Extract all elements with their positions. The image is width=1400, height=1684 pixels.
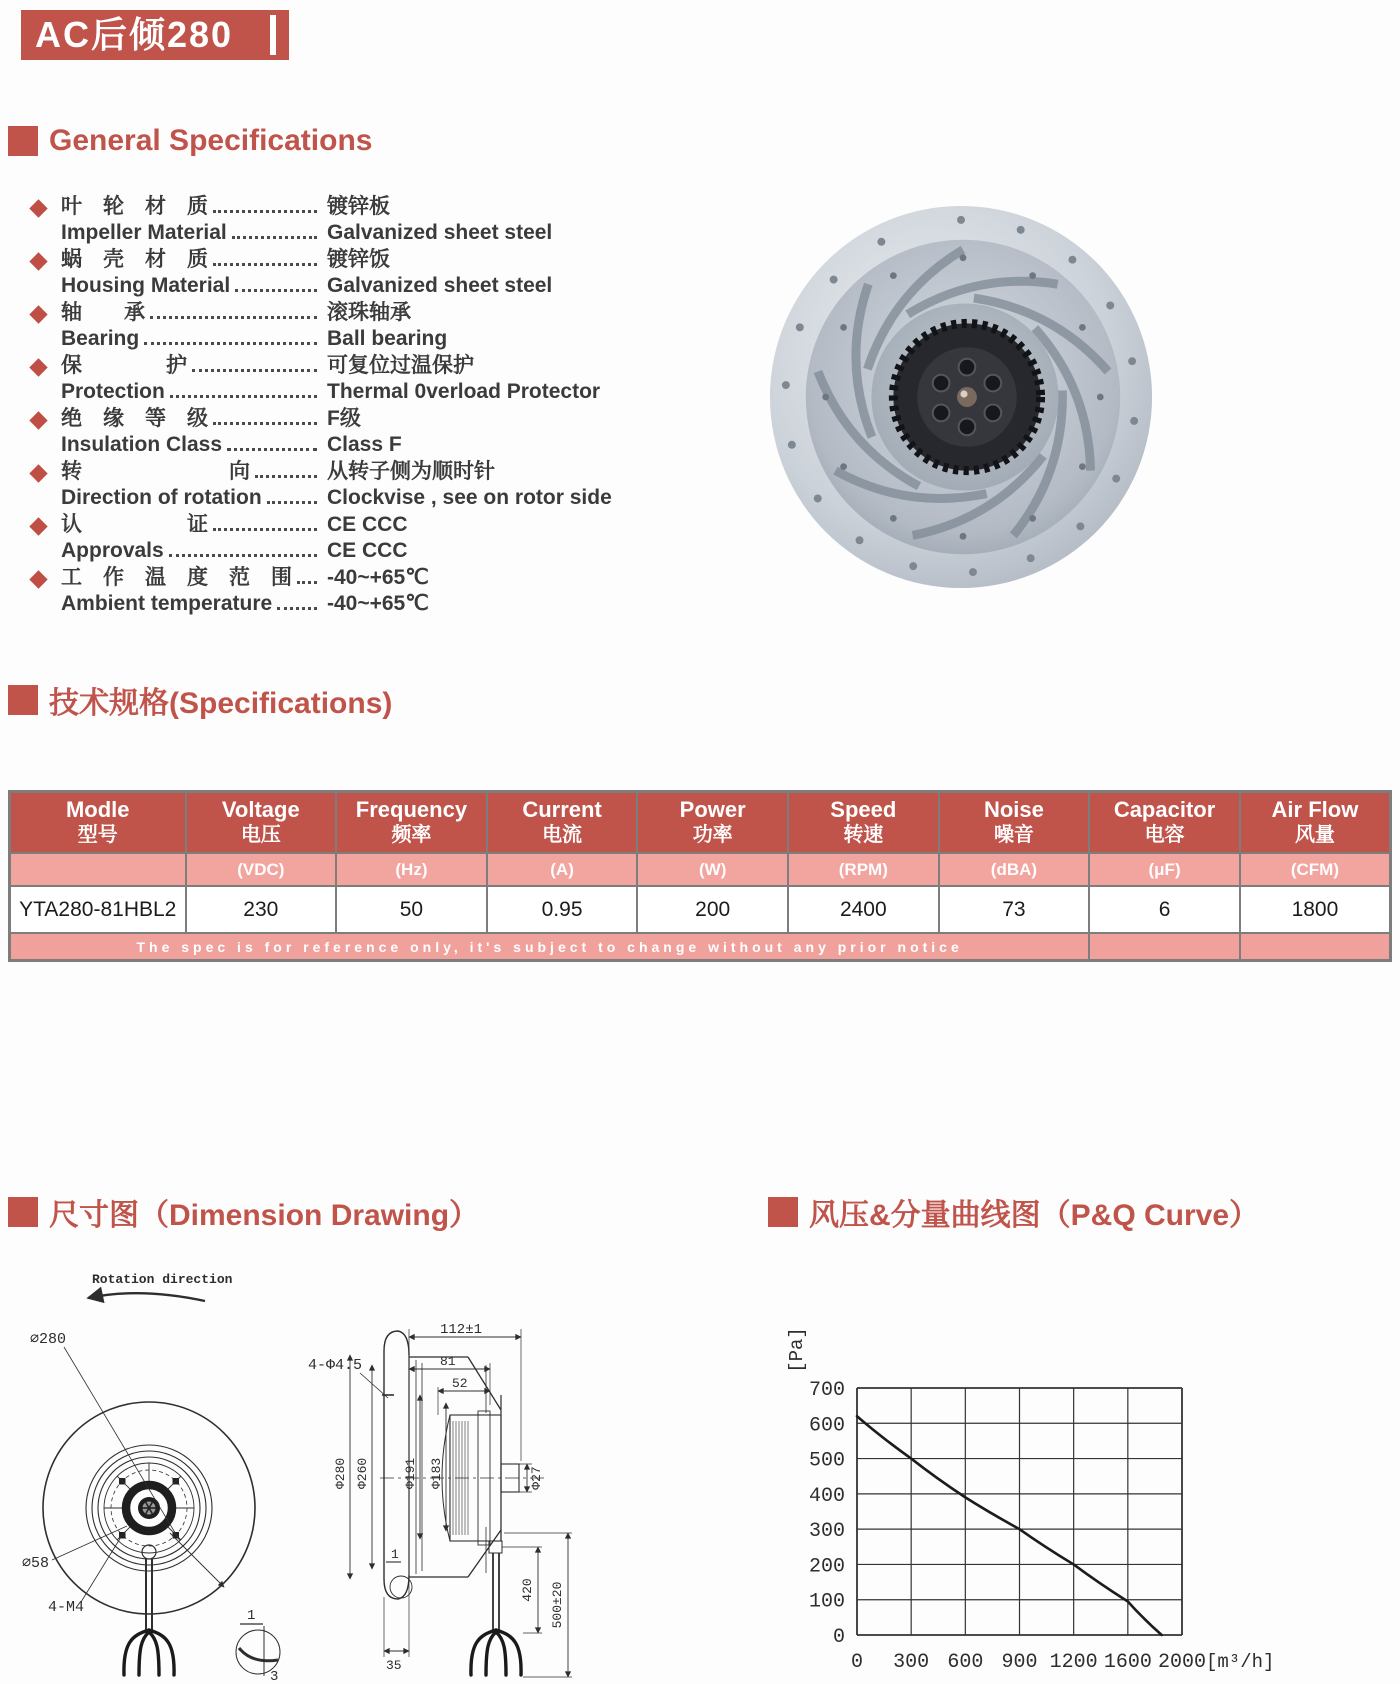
y-tick-label: 700 bbox=[808, 1379, 845, 1402]
dotted-leader bbox=[227, 448, 317, 451]
dim-wire500: 500±20 bbox=[550, 1581, 565, 1629]
rotation-arrow bbox=[88, 1293, 205, 1301]
section-general-specifications bbox=[8, 124, 372, 158]
spec-value-zh: CE CCC bbox=[327, 513, 408, 536]
dim-depth: 112±1 bbox=[440, 1322, 483, 1338]
spec-value-zh: -40~+65℃ bbox=[327, 566, 429, 589]
x-tick-label: 900 bbox=[1001, 1651, 1038, 1674]
dotted-leader bbox=[144, 342, 317, 345]
dotted-leader bbox=[277, 607, 317, 610]
side-connector-fork bbox=[471, 1630, 521, 1675]
section-title: 技术规格(Specifications) bbox=[49, 687, 393, 720]
rotation-direction-label: Rotation direction bbox=[92, 1272, 233, 1287]
unit-cell: (Hz) bbox=[336, 853, 487, 886]
y-tick-label: 300 bbox=[808, 1520, 845, 1544]
spec-label-en: Bearing bbox=[61, 327, 140, 350]
spec-item bbox=[30, 300, 655, 352]
dotted-leader bbox=[267, 501, 317, 504]
spec-line-en bbox=[61, 273, 655, 299]
column-header: Power 功率 bbox=[637, 792, 788, 854]
spec-line-en bbox=[61, 591, 655, 617]
spec-value-zh: 镀锌饭 bbox=[327, 248, 390, 271]
x-tick-label: 1200 bbox=[1049, 1651, 1098, 1674]
x-tick-label: 2000 bbox=[1157, 1651, 1207, 1674]
x-tick-label: 300 bbox=[893, 1651, 930, 1674]
spec-value-en: Ball bearing bbox=[327, 327, 448, 350]
column-header: Speed 转速 bbox=[788, 792, 939, 854]
section-square-icon bbox=[8, 1197, 38, 1227]
general-specs-list bbox=[30, 194, 655, 618]
value-cell: YTA280-81HBL2 bbox=[10, 886, 186, 933]
spec-line-en bbox=[61, 432, 655, 458]
column-header: Noise 噪音 bbox=[939, 792, 1090, 854]
diamond-bullet-icon bbox=[29, 358, 47, 376]
spec-value-zh: 可复位过温保护 bbox=[327, 354, 474, 377]
diamond-bullet-icon bbox=[29, 570, 47, 588]
unit-cell: (μF) bbox=[1089, 853, 1240, 886]
spec-value-en: Galvanized sheet steel bbox=[327, 274, 553, 297]
spec-item bbox=[30, 459, 655, 511]
spec-value-zh: 滚珠轴承 bbox=[327, 301, 411, 324]
spec-line-zh bbox=[61, 512, 655, 538]
spec-line-zh bbox=[61, 194, 655, 220]
front-connector-fork bbox=[124, 1630, 174, 1675]
spec-value-zh: 镀锌板 bbox=[327, 195, 390, 218]
badge-notch bbox=[270, 15, 276, 55]
unit-cell: (CFM) bbox=[1240, 853, 1391, 886]
unit-cell: (A) bbox=[487, 853, 638, 886]
spec-value-en: -40~+65℃ bbox=[327, 592, 429, 615]
y-tick-label: 500 bbox=[808, 1449, 845, 1473]
spec-line-zh bbox=[61, 247, 655, 273]
x-tick-label: 1600 bbox=[1103, 1651, 1152, 1674]
column-header: Modle 型号 bbox=[10, 792, 186, 854]
y-tick-label: 100 bbox=[808, 1590, 845, 1614]
side-detail-ref: 1 bbox=[391, 1547, 399, 1562]
value-cell: 200 bbox=[637, 886, 788, 933]
spec-line-zh bbox=[61, 406, 655, 432]
section-square-icon bbox=[8, 126, 38, 156]
dotted-leader bbox=[213, 210, 317, 213]
diamond-bullet-icon bbox=[29, 252, 47, 270]
spec-item bbox=[30, 247, 655, 299]
dim-dia27: Φ27 bbox=[529, 1466, 544, 1490]
spec-table-values-row bbox=[10, 886, 1391, 933]
spec-label-zh: 转 向 bbox=[61, 460, 250, 483]
diamond-bullet-icon bbox=[29, 411, 47, 429]
spec-label-zh: 叶 轮 材 质 bbox=[61, 195, 208, 218]
diamond-bullet-icon bbox=[29, 517, 47, 535]
front-dia-outer-label: ∅280 bbox=[30, 1331, 67, 1348]
shaft-highlight bbox=[960, 390, 967, 397]
spec-label-en: Direction of rotation bbox=[61, 486, 262, 509]
spec-line-en bbox=[61, 220, 655, 246]
spec-value-en: Galvanized sheet steel bbox=[327, 221, 553, 244]
section-square-icon bbox=[8, 685, 38, 715]
spec-item bbox=[30, 194, 655, 246]
diamond-bullet-icon bbox=[29, 199, 47, 217]
dimension-drawing bbox=[20, 1245, 700, 1684]
spec-label-en: Insulation Class bbox=[61, 433, 223, 456]
detail-ref-bottom: 3 bbox=[270, 1669, 279, 1684]
note-empty-cell bbox=[1240, 933, 1391, 961]
dotted-leader bbox=[169, 554, 317, 557]
spec-value-en: CE CCC bbox=[327, 539, 408, 562]
column-header: Air Flow 风量 bbox=[1240, 792, 1391, 854]
spec-label-en: Protection bbox=[61, 380, 165, 403]
value-cell: 2400 bbox=[788, 886, 939, 933]
spec-label-zh: 蜗 壳 材 质 bbox=[61, 248, 208, 271]
spec-label-en: Housing Material bbox=[61, 274, 231, 297]
spec-label-zh: 工 作 温 度 范 围 bbox=[61, 566, 292, 589]
dotted-leader bbox=[170, 395, 317, 398]
spec-line-zh bbox=[61, 353, 655, 379]
pq-curve bbox=[857, 1416, 1162, 1635]
spec-line-zh bbox=[61, 459, 655, 485]
dim-dia280: Φ280 bbox=[333, 1457, 348, 1489]
front-bolt-callout-label: 4-M4 bbox=[48, 1599, 85, 1616]
dim-81: 81 bbox=[440, 1354, 456, 1369]
spec-line-en bbox=[61, 379, 655, 405]
dotted-leader bbox=[213, 263, 317, 266]
dotted-leader bbox=[213, 528, 317, 531]
fan-product-photo bbox=[762, 198, 1160, 596]
spec-value-zh: 从转子侧为顺时针 bbox=[327, 460, 495, 483]
spec-item bbox=[30, 565, 655, 617]
value-cell: 230 bbox=[186, 886, 337, 933]
column-header: Current 电流 bbox=[487, 792, 638, 854]
product-title: AC后倾280 bbox=[35, 14, 234, 55]
side-hole-label: 4-Φ4.5 bbox=[308, 1357, 363, 1374]
section-title: 风压&分量曲线图（P&Q Curve） bbox=[809, 1199, 1260, 1232]
column-header: Voltage 电压 bbox=[186, 792, 337, 854]
value-cell: 6 bbox=[1089, 886, 1240, 933]
dotted-leader bbox=[232, 236, 317, 239]
spec-table-note-row bbox=[10, 933, 1391, 961]
spec-item bbox=[30, 512, 655, 564]
x-tick-label: 600 bbox=[947, 1651, 984, 1674]
note-empty-cell bbox=[1089, 933, 1240, 961]
spec-label-en: Ambient temperature bbox=[61, 592, 273, 615]
dotted-leader bbox=[150, 316, 317, 319]
dotted-leader bbox=[235, 289, 317, 292]
spec-line-en bbox=[61, 326, 655, 352]
dim-52: 52 bbox=[452, 1376, 468, 1391]
spec-value-en: Clockvise , see on rotor side bbox=[327, 486, 612, 509]
spec-label-en: Approvals bbox=[61, 539, 164, 562]
spec-table-units-row bbox=[10, 853, 1391, 886]
spec-line-en bbox=[61, 485, 655, 511]
column-header: Frequency 频率 bbox=[336, 792, 487, 854]
dim-dia191: Φ191 bbox=[403, 1457, 418, 1489]
y-tick-label: 0 bbox=[832, 1626, 845, 1649]
spec-label-zh: 认 证 bbox=[61, 513, 208, 536]
unit-cell bbox=[10, 853, 186, 886]
y-tick-label: 600 bbox=[808, 1414, 845, 1438]
column-header: Capacitor 电容 bbox=[1089, 792, 1240, 854]
motor-shaft-center bbox=[957, 387, 977, 407]
unit-cell: (RPM) bbox=[788, 853, 939, 886]
unit-cell: (VDC) bbox=[186, 853, 337, 886]
section-title: 尺寸图（Dimension Drawing） bbox=[49, 1199, 480, 1232]
spec-value-en: Thermal 0verload Protector bbox=[327, 380, 601, 403]
dim-35: 35 bbox=[386, 1658, 402, 1673]
dotted-leader bbox=[297, 581, 317, 584]
spec-label-zh: 轴 承 bbox=[61, 301, 145, 324]
unit-cell: (W) bbox=[637, 853, 788, 886]
dotted-leader bbox=[255, 475, 317, 478]
front-dia-hub-label: ∅58 bbox=[22, 1555, 50, 1572]
spec-line-zh bbox=[61, 300, 655, 326]
value-cell: 1800 bbox=[1240, 886, 1391, 933]
section-square-icon bbox=[768, 1197, 798, 1227]
detail-ref-top: 1 bbox=[247, 1608, 256, 1624]
spec-item bbox=[30, 353, 655, 405]
x-tick-label: 0 bbox=[850, 1651, 864, 1674]
x-axis-unit-label: [m³/h] bbox=[1206, 1651, 1275, 1673]
y-tick-label: 200 bbox=[808, 1555, 845, 1579]
spec-label-en: Impeller Material bbox=[61, 221, 227, 244]
front-view bbox=[22, 1272, 280, 1684]
unit-cell: (dBA) bbox=[939, 853, 1090, 886]
spec-label-zh: 保 护 bbox=[61, 354, 187, 377]
value-cell: 0.95 bbox=[487, 886, 638, 933]
spec-item bbox=[30, 406, 655, 458]
dotted-leader bbox=[192, 369, 317, 372]
spec-value-zh: F级 bbox=[327, 407, 361, 430]
section-title: General Specifications bbox=[49, 124, 373, 157]
pq-chart-svg bbox=[780, 1270, 1360, 1684]
y-tick-label: 400 bbox=[808, 1484, 845, 1508]
spec-line-zh bbox=[61, 565, 655, 591]
value-cell: 73 bbox=[939, 886, 1090, 933]
dim-dia260: Φ260 bbox=[355, 1457, 370, 1489]
diamond-bullet-icon bbox=[29, 305, 47, 323]
value-cell: 50 bbox=[336, 886, 487, 933]
section-pq-curve bbox=[768, 1190, 1259, 1234]
spec-line-en bbox=[61, 538, 655, 564]
spec-value-en: Class F bbox=[327, 433, 402, 456]
specifications-table bbox=[8, 790, 1392, 962]
product-title-badge bbox=[21, 10, 289, 60]
table-note: The spec is for reference only, it's subject to change without any prior notice bbox=[10, 933, 1090, 961]
spec-table-header-row bbox=[10, 792, 1391, 854]
dotted-leader bbox=[213, 422, 317, 425]
section-specifications bbox=[8, 678, 392, 722]
dim-dia183: Φ183 bbox=[429, 1457, 444, 1489]
section-dimension-drawing bbox=[8, 1190, 479, 1234]
diamond-bullet-icon bbox=[29, 464, 47, 482]
side-view bbox=[308, 1322, 572, 1677]
spec-label-zh: 绝 缘 等 级 bbox=[61, 407, 208, 430]
dim-wire420: 420 bbox=[520, 1578, 535, 1602]
y-axis-unit-label: [Pa] bbox=[786, 1327, 808, 1373]
